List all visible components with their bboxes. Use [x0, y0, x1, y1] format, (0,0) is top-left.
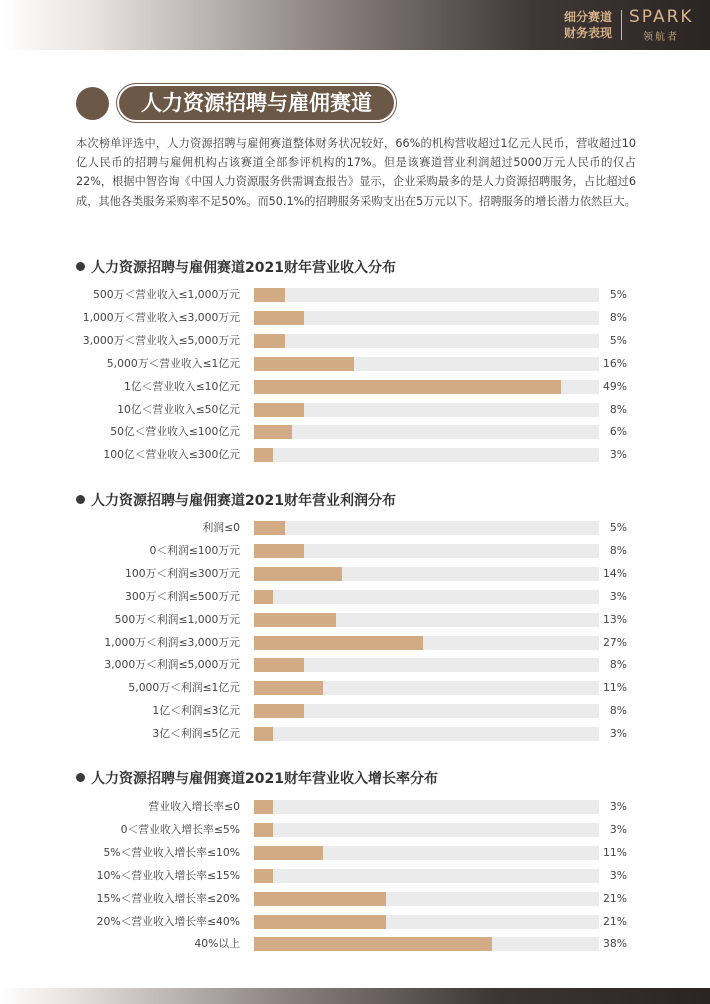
bar-track	[254, 915, 599, 929]
chart-title	[76, 492, 396, 510]
bar-value-label: 21%	[603, 914, 627, 928]
bar	[254, 288, 285, 302]
bar-track	[254, 567, 599, 581]
bar-track	[254, 846, 599, 860]
bar-category-label: 500万＜利润≤1,000万元	[114, 612, 240, 626]
bar-value-label: 8%	[609, 543, 627, 557]
bar-category-label: 营业收入增长率≤0	[148, 800, 240, 813]
bar	[254, 869, 273, 883]
bar	[254, 544, 304, 558]
bar-category-label: 40%以上	[194, 937, 240, 951]
bar-track	[254, 613, 599, 627]
bar-track	[254, 800, 599, 814]
bar-row	[0, 334, 710, 348]
footer-band	[0, 988, 710, 1004]
header-divider	[621, 10, 622, 40]
header-category-line2: 财务表现	[563, 26, 612, 40]
bar	[254, 636, 423, 650]
bar-value-label: 27%	[603, 635, 627, 649]
chart-title-text: 人力资源招聘与雇佣赛道2021财年营业利润分布	[91, 493, 396, 509]
chart-title	[76, 770, 438, 788]
bar-value-label: 38%	[603, 937, 627, 951]
bar	[254, 727, 273, 741]
bar-track	[254, 869, 599, 883]
bar-category-label: 100万＜利润≤300万元	[124, 566, 240, 580]
section-marker-icon	[76, 87, 109, 120]
bar-value-label: 8%	[609, 402, 627, 416]
bar-value-label: 5%	[609, 333, 627, 347]
bar-value-label: 8%	[609, 658, 627, 672]
bar-track	[254, 311, 599, 325]
bar-row	[0, 567, 710, 581]
chart-title-text: 人力资源招聘与雇佣赛道2021财年营业收入分布	[91, 260, 396, 276]
bar	[254, 403, 304, 417]
bar-row	[0, 800, 710, 814]
bar-track	[254, 288, 599, 302]
bar-value-label: 11%	[603, 681, 627, 695]
bar-track	[254, 380, 599, 394]
bar-value-label: 3%	[609, 448, 627, 462]
bar-category-label: 1,000万＜营业收入≤3,000万元	[82, 310, 240, 324]
bar-track	[254, 544, 599, 558]
bar-row	[0, 869, 710, 883]
bar-category-label: 50亿＜营业收入≤100亿元	[110, 425, 240, 439]
bar-category-label: 3,000万＜营业收入≤5,000万元	[82, 333, 240, 347]
bar-value-label: 3%	[609, 727, 627, 741]
bar-row	[0, 915, 710, 929]
section-title: 人力资源招聘与雇佣赛道	[119, 86, 394, 120]
bar	[254, 658, 304, 672]
bar-track	[254, 521, 599, 535]
bar	[254, 800, 273, 814]
bar-row	[0, 403, 710, 417]
bar-category-label: 0＜利润≤100万元	[149, 543, 240, 557]
bar-row	[0, 380, 710, 394]
bar-category-label: 利润≤0	[202, 521, 240, 534]
bar-category-label: 1亿＜营业收入≤10亿元	[123, 379, 240, 393]
bar-row	[0, 521, 710, 535]
bar-category-label: 5,000万＜营业收入≤1亿元	[106, 356, 240, 370]
bar-value-label: 21%	[603, 891, 627, 905]
brand-subtitle: 领航者	[643, 32, 679, 43]
bar-category-label: 3,000万＜利润≤5,000万元	[104, 658, 240, 672]
bar-track	[254, 681, 599, 695]
bar-value-label: 5%	[609, 288, 627, 301]
bar-track	[254, 357, 599, 371]
bar	[254, 567, 342, 581]
bar-row	[0, 448, 710, 462]
bar	[254, 425, 292, 439]
bar-category-label: 15%＜营业收入增长率≤20%	[96, 891, 240, 905]
bar-value-label: 6%	[609, 425, 627, 439]
bar-value-label: 3%	[609, 589, 627, 603]
bar	[254, 892, 386, 906]
bar-category-label: 10%＜营业收入增长率≤15%	[96, 868, 240, 882]
bar-row	[0, 357, 710, 371]
bar-value-label: 3%	[609, 822, 627, 836]
bar	[254, 846, 323, 860]
bar-row	[0, 704, 710, 718]
bar-value-label: 5%	[609, 521, 627, 534]
bar	[254, 613, 336, 627]
bar-category-label: 0＜营业收入增长率≤5%	[120, 822, 240, 836]
bar-category-label: 10亿＜营业收入≤50亿元	[117, 402, 240, 416]
bar-category-label: 5%＜营业收入增长率≤10%	[103, 845, 240, 859]
bar-value-label: 8%	[609, 704, 627, 718]
bar-value-label: 11%	[603, 845, 627, 859]
bar-value-label: 3%	[609, 800, 627, 813]
bar-category-label: 20%＜营业收入增长率≤40%	[96, 914, 240, 928]
bar	[254, 704, 304, 718]
bar-value-label: 3%	[609, 868, 627, 882]
bar-value-label: 49%	[603, 379, 627, 393]
bar-category-label: 1,000万＜利润≤3,000万元	[104, 635, 240, 649]
bar-row	[0, 288, 710, 302]
bar-row	[0, 937, 710, 951]
bar	[254, 311, 304, 325]
bar-row	[0, 636, 710, 650]
bar-track	[254, 590, 599, 604]
bar-track	[254, 636, 599, 650]
bar-category-label: 100亿＜营业收入≤300亿元	[103, 448, 240, 462]
bar-category-label: 1亿＜利润≤3亿元	[152, 704, 240, 718]
bar	[254, 823, 273, 837]
bar-category-label: 500万＜营业收入≤1,000万元	[93, 288, 240, 301]
bar-row	[0, 846, 710, 860]
bar-track	[254, 658, 599, 672]
bar	[254, 521, 285, 535]
bar-row	[0, 311, 710, 325]
bar-track	[254, 937, 599, 951]
bar	[254, 681, 323, 695]
bullet-dot-icon	[76, 495, 85, 504]
bullet-dot-icon	[76, 262, 85, 271]
header-category	[542, 9, 612, 41]
bar	[254, 915, 386, 929]
bar	[254, 448, 273, 462]
bar-track	[254, 823, 599, 837]
bar	[254, 380, 561, 394]
bar-value-label: 14%	[603, 566, 627, 580]
bar-category-label: 3亿＜利润≤5亿元	[152, 727, 240, 741]
bullet-dot-icon	[76, 773, 85, 782]
brand-logo: SPARK	[629, 7, 694, 27]
chart-title-text: 人力资源招聘与雇佣赛道2021财年营业收入增长率分布	[91, 771, 438, 787]
bar	[254, 590, 273, 604]
bar-row	[0, 681, 710, 695]
bar-track	[254, 448, 599, 462]
bar-track	[254, 334, 599, 348]
header-category-line1: 细分赛道	[563, 10, 612, 24]
bar-track	[254, 403, 599, 417]
bar	[254, 334, 285, 348]
bar-value-label: 8%	[609, 310, 627, 324]
bar-track	[254, 892, 599, 906]
bar	[254, 357, 354, 371]
bar-category-label: 300万＜利润≤500万元	[124, 589, 240, 603]
bar-track	[254, 727, 599, 741]
bar-row	[0, 544, 710, 558]
bar-value-label: 16%	[603, 356, 627, 370]
bar-row	[0, 658, 710, 672]
intro-paragraph: 本次榜单评选中，人力资源招聘与雇佣赛道整体财务状况较好，66%的机构营收超过1亿元人民币，营收超过10亿人民币的招聘与雇佣机构占该赛道全部参评机构的17%。但是该赛道营业利润超过5000万元人民币的仅占22%，根据中智咨询《中国人力资源服务供需调查报告》显示，企业采购最多的是人力资源招聘服务，占比超过6成，其他各类服务采购率不足50%。而50.1%的招聘服务采购支出在5万元以下。招聘服务的增长潜力依然巨大。	[76, 137, 636, 208]
bar-row	[0, 613, 710, 627]
chart-title	[76, 259, 396, 277]
bar-value-label: 13%	[603, 612, 627, 626]
bar-row	[0, 892, 710, 906]
bar-track	[254, 425, 599, 439]
bar-row	[0, 823, 710, 837]
bar-category-label: 5,000万＜利润≤1亿元	[128, 681, 240, 695]
bar-row	[0, 425, 710, 439]
bar	[254, 937, 492, 951]
bar-row	[0, 590, 710, 604]
bar-row	[0, 727, 710, 741]
bar-track	[254, 704, 599, 718]
